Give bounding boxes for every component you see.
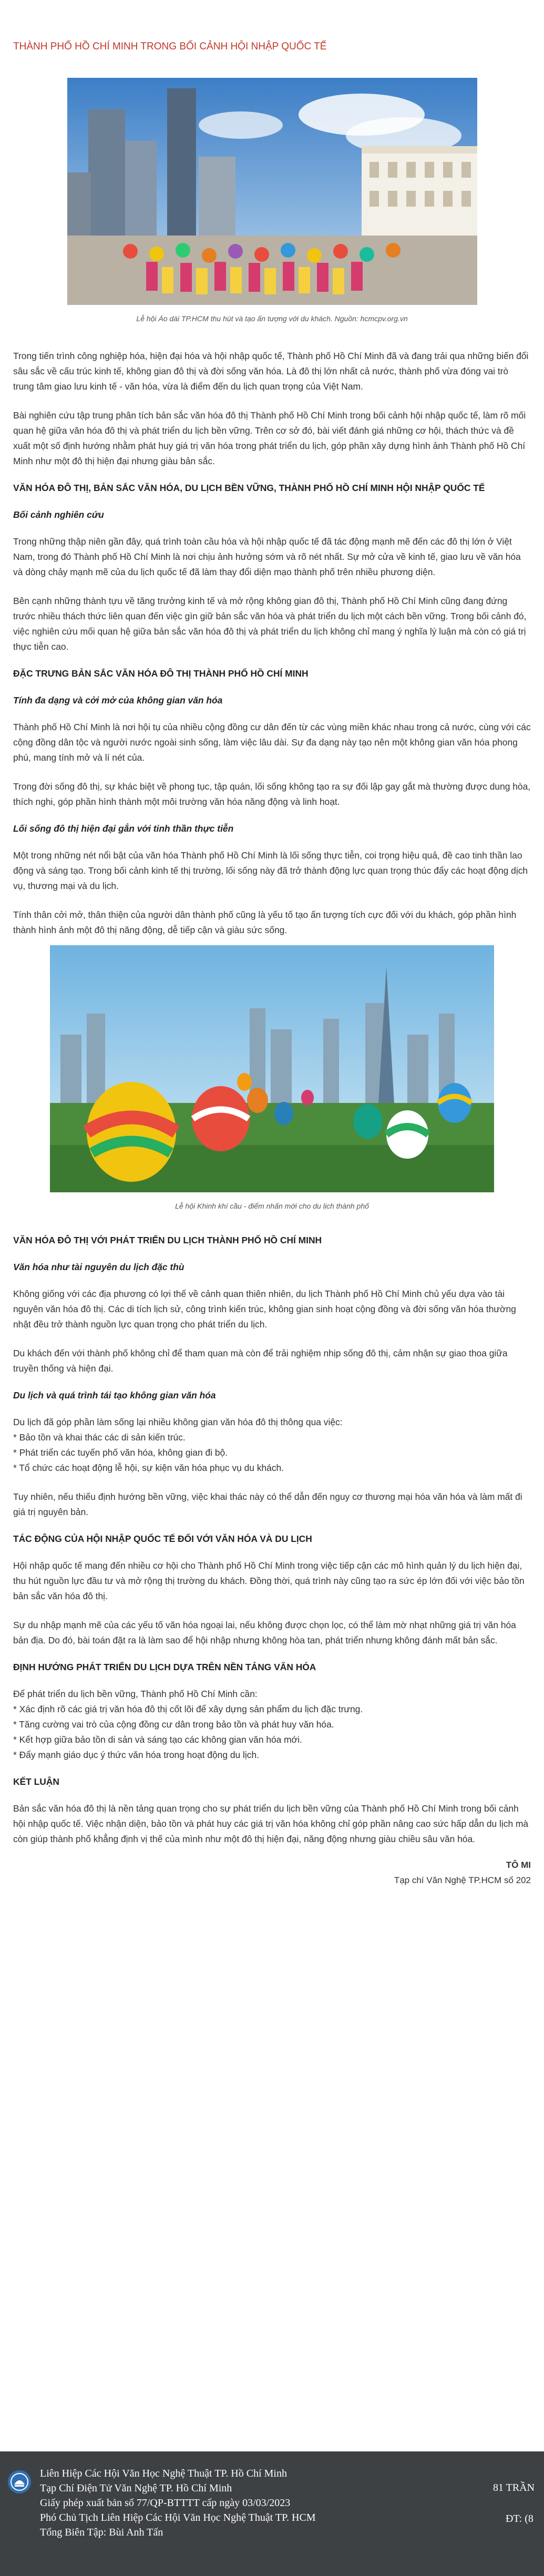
footer-address: 81 TRẦN: [493, 2482, 535, 2493]
body-paragraph: Bản sắc văn hóa đô thị là nền tảng quan trọng cho sự phát triển du lịch bền vững của Thành phố Hồ Chí Minh trong bối cảnh hội nhập quốc tế. Việc nhận diện, bảo tồn và phát huy các giá trị văn hóa không chỉ góp phần nâng cao sức hấp dẫn du lịch mà còn giúp thành phố khẳng định vị thế của mình như một đô thị hiện đại, năng động nhưng giàu chiều sâu văn hóa.: [13, 1803, 529, 1844]
subsection-heading: Tính đa dạng và cởi mở của không gian văn hóa: [13, 695, 223, 706]
body-paragraph: Trong những thập niên gần đây, quá trình toàn cầu hóa và hội nhập quốc tế đã tác động mạnh mẽ đến các đô thị lớn ở Việt Nam, trong đó Thành phố Hồ Chí Minh là nơi chịu ảnh hưởng sớm và rõ nét nhất. Sự mở cửa về kinh tế, giao lưu về văn hóa và dòng chảy mạnh mẽ của du lịch quốc tế đã làm thay đổi diện mạo thành phố trên nhiều phương diện.: [13, 536, 521, 577]
list-item: * Kết hợp giữa bảo tồn di sản và sáng tạo các không gian văn hóa mới.: [13, 1734, 302, 1745]
intro-paragraph: Bài nghiên cứu tập trung phân tích bản sắc văn hóa đô thị Thành phố Hồ Chí Minh trong bối cảnh hội nhập quốc tế, làm rõ mối quan hệ giữa văn hóa đô thị và phát triển du lịch bền vững. Trên cơ sở đó, bài viết đánh giá những cơ hội, thách thức và đề xuất một số định hướng nhằm phát huy giá trị văn hóa trong phát triển du lịch, góp phần xây dựng hình ảnh Thành phố Hồ Chí Minh như một đô thị hiện đại nhưng giàu bản sắc.: [13, 410, 526, 466]
footer-line: Tạp Chí Điện Tử Văn Nghệ TP. Hồ Chí Minh: [40, 2482, 232, 2494]
section-heading: ĐẶC TRƯNG BẢN SẮC VĂN HÓA ĐÔ THỊ THÀNH PHỐ HỒ CHÍ MINH: [13, 668, 309, 679]
body-paragraph: Tính thân cởi mở, thân thiện của người dân thành phố cũng là yếu tố tạo ấn tượng tích cực đối với du khách, góp phần hình thành hình ảnh một đô thị năng động, dễ tiếp cận và giàu sức sống.: [13, 909, 517, 935]
footer-line: Giấy phép xuất bản số 77/QP-BTTTT cấp ngày 03/03/2023: [40, 2497, 291, 2509]
body-paragraph: Du lịch đã góp phần làm sống lại nhiều không gian văn hóa đô thị thông qua việc:: [13, 1417, 343, 1427]
section-heading: VĂN HÓA ĐÔ THỊ VỚI PHÁT TRIỂN DU LỊCH THÀNH PHỐ HỒ CHÍ MINH: [13, 1235, 322, 1245]
list-item: * Bảo tồn và khai thác các di sản kiến trúc.: [13, 1432, 186, 1443]
list-item: * Tăng cường vai trò của cộng đồng cư dân trong bảo tồn và phát huy văn hóa.: [13, 1719, 334, 1730]
subsection-heading: Du lịch và quá trình tái tạo không gian văn hóa: [13, 1390, 216, 1401]
body-paragraph: Để phát triển du lịch bền vững, Thành phố Hồ Chí Minh cần:: [13, 1689, 258, 1699]
intro-paragraph: Trong tiến trình công nghiệp hóa, hiện đại hóa và hội nhập quốc tế, Thành phố Hồ Chí Minh đã và đang trải qua những biến đổi sâu sắc về cấu trúc kinh tế, không gian đô thị và đời sống văn hóa. Là đô thị lớn nhất cả nước, thành phố vừa đóng vai trò trung tâm giao lưu kinh tế - văn hóa, vừa là điểm đến du lịch quan trọng của Việt Nam.: [13, 351, 529, 392]
footer-line: Phó Chủ Tịch Liên Hiệp Các Hội Văn Học Nghệ Thuật TP. HCM: [40, 2512, 316, 2523]
section-heading: TÁC ĐỘNG CỦA HỘI NHẬP QUỐC TẾ ĐỐI VỚI VĂN HÓA VÀ DU LỊCH: [13, 1534, 312, 1544]
body-paragraph: Một trong những nét nổi bật của văn hóa Thành phố Hồ Chí Minh là lối sống thực tiễn, coi trọng hiệu quả, đề cao tinh thần lao động và sáng tạo. Trong bối cảnh kinh tế thị trường, lối sống này đã trở thành động lực quan trọng thúc đẩy các hoạt động dịch vụ, thương mại và du lịch.: [13, 850, 528, 891]
subsection-heading: Văn hóa như tài nguyên du lịch đặc thù: [13, 1262, 184, 1272]
list-item: * Đẩy mạnh giáo dục ý thức văn hóa trong hoạt động du lịch.: [13, 1750, 259, 1760]
section-heading: ĐỊNH HƯỚNG PHÁT TRIỂN DU LỊCH DỰA TRÊN NỀN TẢNG VĂN HÓA: [13, 1662, 316, 1672]
organization-logo-icon: [7, 2470, 32, 2494]
hero-caption: Lễ hội Áo dài TP.HCM thu hút và tạo ấn tượng với du khách. Nguồn: hcmcpv.org.vn: [136, 314, 408, 323]
body-paragraph: Bên cạnh những thành tựu về tăng trưởng kinh tế và mở rộng không gian đô thị, Thành phố Hồ Chí Minh cũng đang đứng trước nhiều thách thức liên quan đến việc gìn giữ bản sắc văn hóa và phát triển du lịch một cách bền vững. Trong bối cảnh đó, việc nghiên cứu mối quan hệ giữa bản sắc văn hóa đô thị và phát triển du lịch không chỉ mang ý nghĩa lý luận mà còn có giá trị thực tiễn cao.: [13, 596, 527, 652]
footer-line: Liên Hiệp Các Hội Văn Học Nghệ Thuật TP. Hồ Chí Minh: [40, 2468, 287, 2479]
photo-caption: Lễ hội Khinh khí cầu - điểm nhấn mới cho du lịch thành phố: [175, 1202, 369, 1210]
subsection-heading: Bối cảnh nghiên cứu: [13, 509, 104, 520]
section-heading: KẾT LUẬN: [13, 1776, 59, 1787]
list-item: * Tổ chức các hoạt động lễ hội, sự kiện văn hóa phục vụ du khách.: [13, 1463, 284, 1473]
footer-info: [40, 2466, 316, 2540]
body-paragraph: Sự du nhập mạnh mẽ của các yếu tố văn hóa ngoại lai, nếu không được chọn lọc, có thể làm mờ nhạt những giá trị văn hóa bản địa. Do đó, bài toán đặt ra là làm sao để hội nhập nhưng không hòa tan, phát triển nhưng không đánh mất bản sắc.: [13, 1620, 516, 1645]
body-paragraph: Du khách đến với thành phố không chỉ để tham quan mà còn để trải nghiệm nhịp sống đô thị, cảm nhận sự giao thoa giữa truyền thống và hiện đại.: [13, 1348, 508, 1374]
list-item: * Xác định rõ các giá trị văn hóa đô thị cốt lõi để xây dựng sản phẩm du lịch đặc trưng.: [13, 1704, 363, 1714]
body-paragraph: Không giống với các địa phương có lợi thế về cảnh quan thiên nhiên, du lịch Thành phố Hồ Chí Minh chủ yếu dựa vào tài nguyên văn hóa đô thị. Các di tích lịch sử, công trình kiến trúc, không gian sinh hoạt cộng đồng và đời sống văn hóa thường nhật đều trở thành nguồn lực quan trọng cho phát triển du lịch.: [13, 1289, 516, 1330]
balloon-festival-image: [50, 945, 494, 1192]
article-title: THÀNH PHỐ HỒ CHÍ MINH TRONG BỐI CẢNH HỘI NHẬP QUỐC TẾ: [13, 41, 327, 52]
author-name: TÔ MI: [506, 1860, 531, 1870]
article: [13, 0, 531, 1888]
site-footer: [0, 2451, 544, 2576]
footer-line: Tổng Biên Tập: Bùi Anh Tấn: [40, 2527, 163, 2538]
hero-image: [67, 78, 477, 305]
body-paragraph: Hội nhập quốc tế mang đến nhiều cơ hội cho Thành phố Hồ Chí Minh trong việc tiếp cận các mô hình quản lý du lịch hiện đại, thu hút nguồn lực đầu tư và mở rộng thị trường du khách. Đồng thời, quá trình này cũng tạo ra sức ép lớn đối với việc bảo tồn bản sắc văn hóa đô thị.: [13, 1560, 525, 1601]
footer-phone: ĐT: (8: [506, 2513, 533, 2524]
source-note: Tạp chí Văn Nghệ TP.HCM số 202: [394, 1875, 531, 1885]
body-paragraph: Tuy nhiên, nếu thiếu định hướng bền vững, việc khai thác này có thể dẫn đến nguy cơ thương mại hóa văn hóa và làm mất đi giá trị nguyên bản.: [13, 1491, 522, 1517]
body-paragraph: Trong đời sống đô thị, sự khác biệt về phong tục, tập quán, lối sống không tạo ra sự đối lập gay gắt mà thường được dung hòa, thích nghi, góp phần hình thành một môi trường văn hóa năng động và linh hoạt.: [13, 781, 531, 807]
body-paragraph: Thành phố Hồ Chí Minh là nơi hội tụ của nhiều cộng đồng cư dân đến từ các vùng miền khác nhau trong cả nước, cùng với các cộng đồng dân tộc và người nước ngoài sinh sống, làm việc lâu dài. Sự đa dạng này tạo nên một không gian văn hóa phong phú, mang tính mở và lí nét của.: [13, 722, 531, 763]
list-item: * Phát triển các tuyến phố văn hóa, không gian đi bộ.: [13, 1447, 228, 1458]
section-heading: VĂN HÓA ĐÔ THỊ, BẢN SẮC VĂN HÓA, DU LỊCH BỀN VỮNG, THÀNH PHỐ HỒ CHÍ MINH HỘI NHẬP QUỐC TẾ: [13, 483, 485, 493]
subsection-heading: Lối sống đô thị hiện đại gắn với tinh thần thực tiễn: [13, 823, 234, 834]
